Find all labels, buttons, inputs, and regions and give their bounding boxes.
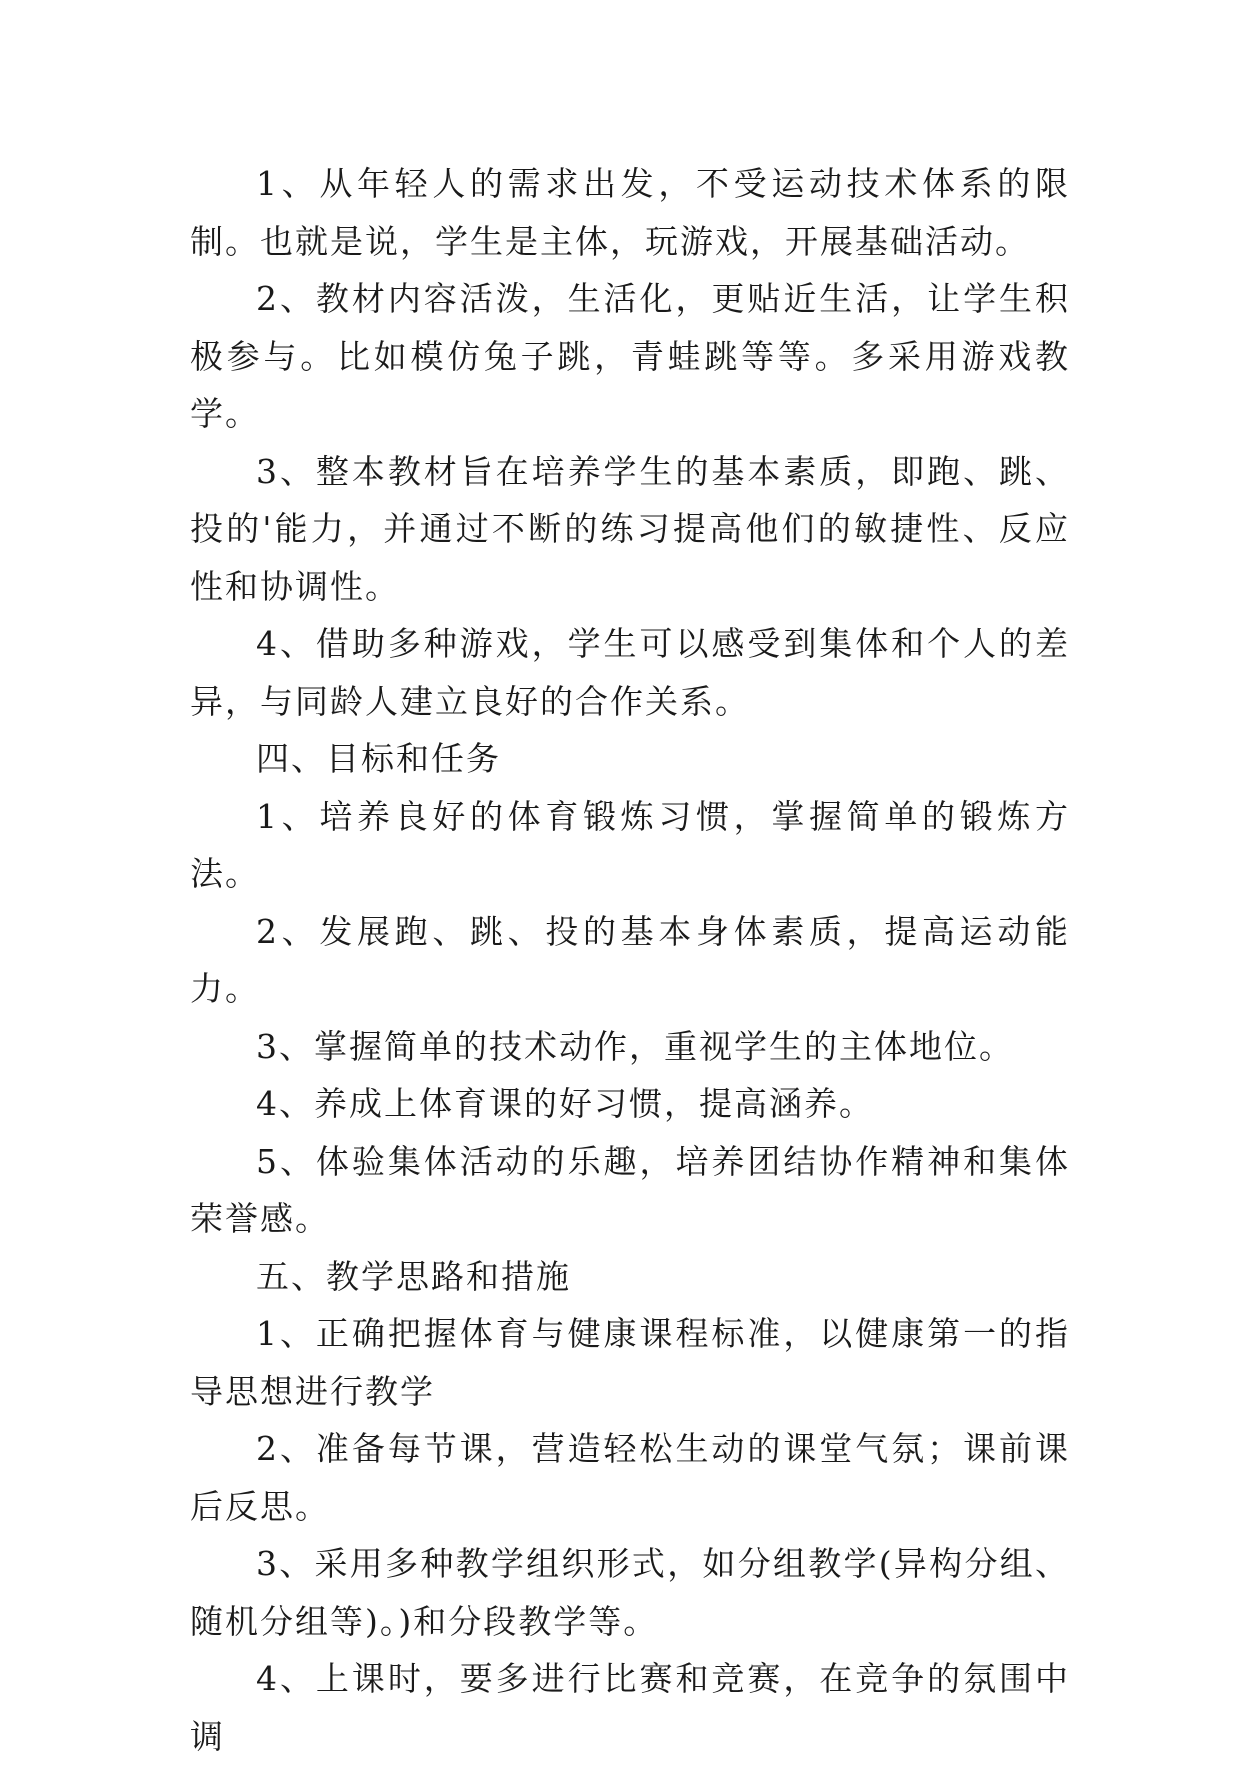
document-body bbox=[190, 155, 1070, 1765]
paragraph-measure-3: 3、采用多种教学组织形式，如分组教学(异构分组、随机分组等)。)和分段教学等。 bbox=[190, 1544, 1070, 1641]
paragraph-feature-1: 1、从年轻人的需求出发，不受运动技术体系的限制。也就是说，学生是主体，玩游戏，开展基础活动。 bbox=[190, 164, 1070, 261]
paragraph-goal-1: 1、培养良好的体育锻炼习惯，掌握简单的锻炼方法。 bbox=[190, 796, 1070, 893]
paragraph-goal-4: 4、养成上体育课的好习惯，提高涵养。 bbox=[256, 1084, 874, 1123]
paragraph-measure-2: 2、准备每节课，营造轻松生动的课堂气氛；课前课后反思。 bbox=[190, 1429, 1070, 1526]
paragraph-goal-5: 5、体验集体活动的乐趣，培养团结协作精神和集体荣誉感。 bbox=[190, 1141, 1070, 1238]
paragraph-measure-1: 1、正确把握体育与健康课程标准，以健康第一的指导思想进行教学 bbox=[190, 1314, 1070, 1411]
section-heading-goals: 四、目标和任务 bbox=[256, 739, 501, 778]
paragraph-feature-4: 4、借助多种游戏，学生可以感受到集体和个人的差异，与同龄人建立良好的合作关系。 bbox=[190, 624, 1070, 721]
paragraph-feature-3: 3、整本教材旨在培养学生的基本素质，即跑、跳、投的'能力，并通过不断的练习提高他们的敏捷性、反应性和协调性。 bbox=[190, 451, 1070, 606]
section-heading-measures: 五、教学思路和措施 bbox=[256, 1256, 571, 1296]
paragraph-goal-2: 2、发展跑、跳、投的基本身体素质，提高运动能力。 bbox=[190, 911, 1070, 1008]
paragraph-feature-2: 2、教材内容活泼，生活化，更贴近生活，让学生积极参与。比如模仿兔子跳，青蛙跳等等。多采用游戏教学。 bbox=[190, 279, 1070, 433]
paragraph-measure-4: 4、上课时，要多进行比赛和竞赛，在竞争的氛围中调 bbox=[190, 1659, 1070, 1756]
paragraph-goal-3: 3、掌握简单的技术动作，重视学生的主体地位。 bbox=[256, 1026, 1014, 1066]
